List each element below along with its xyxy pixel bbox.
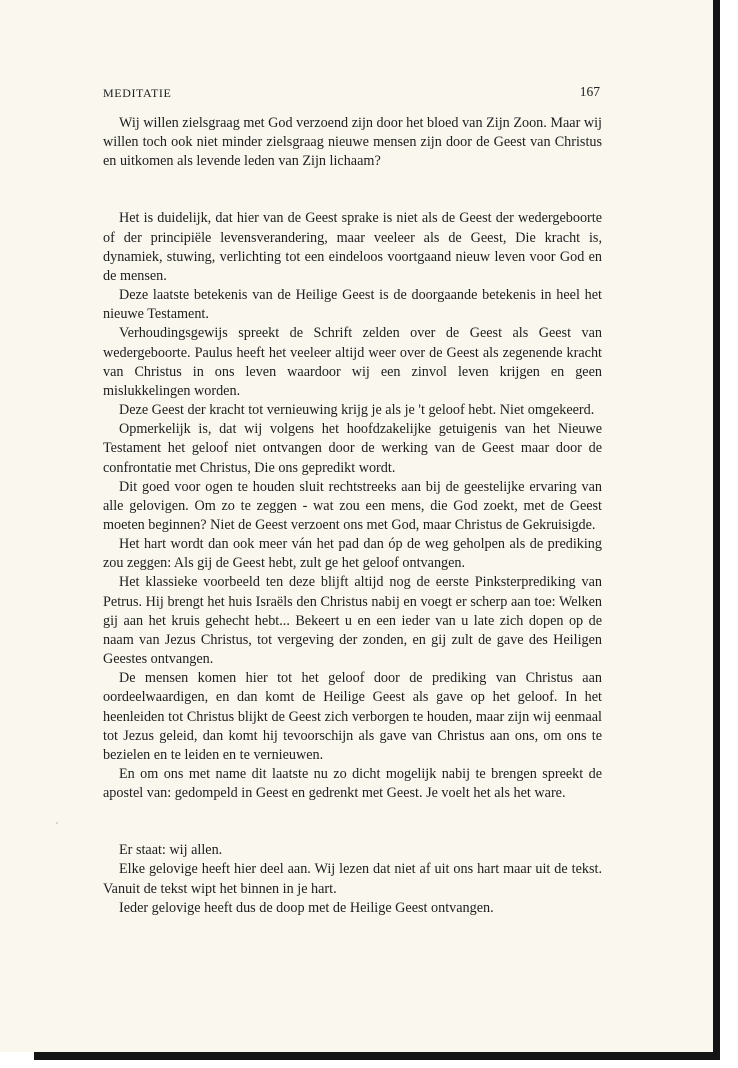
- scan-speck: [56, 822, 58, 824]
- paragraph: Elke gelovige heeft hier deel aan. Wij lezen dat niet af uit ons hart maar uit de tekst. Vanuit de tekst wipt het binnen in je hart.: [103, 861, 602, 897]
- page-shadow-right: [713, 0, 720, 1060]
- paragraph: De mensen komen hier tot het geloof door de prediking van Christus aan oordeelwaardigen, en dan komt de Heilige Geest als gave op het geloof. In het heenleiden tot Christus blijkt de Geest zich verborgen te houden, maar zijn wij eenmaal tot Jezus geleid, dan komt hij tevoorschijn als gave van Christus aan ons, om ons te bezielen en te leiden en te vernieuwen.: [103, 670, 602, 763]
- paragraph: En om ons met name dit laatste nu zo dicht mogelijk nabij te brengen spreekt de apostel van: gedompeld in Geest en gedrenkt met Geest. Je voelt het als het ware.: [103, 766, 602, 802]
- page-shadow-bottom: [34, 1052, 720, 1060]
- paragraph: Dit goed voor ogen te houden sluit rechtstreeks aan bij de geestelijke ervaring van alle gelovigen. Om zo te zeggen - wat zou een mens, die God zoekt, met de Geest moeten beginnen? Niet de Geest verzoent ons met God, maar Christus de Gekruisigde.: [103, 478, 602, 533]
- paragraph: Het klassieke voorbeeld ten deze blijft altijd nog de eerste Pinksterprediking van Petrus. Hij brengt het huis Israëls den Christus nabij en voegt er scherp aan toe: Welken gij aan het kruis gehecht hebt... Bekeert u en een ieder van u late zich dopen op de naam van Jezus Christus, tot vergeving der zonden, en gij zult de gave des Heiligen Geestes ontvangen.: [103, 574, 602, 668]
- page-number: 167: [579, 84, 600, 99]
- paragraph: Verhoudingsgewijs spreekt de Schrift zelden over de Geest als Geest van wedergeboorte. Paulus heeft het veeleer altijd weer over de Geest als zegenende kracht van Christus in ons leven waardoor wij een zinvol leven krijgen en geen mislukkelingen worden.: [103, 325, 602, 399]
- running-head: MEDITATIE: [103, 86, 172, 100]
- paragraph: Er staat: wij allen.: [119, 842, 223, 859]
- paragraph: Deze laatste betekenis van de Heilige Geest is de doorgaande betekenis in heel het nieuwe Testament.: [103, 287, 602, 323]
- paragraph: Wij willen zielsgraag met God verzoend zijn door het bloed van Zijn Zoon. Maar wij willen toch ook niet minder zielsgraag nieuwe mensen zijn door de Geest van Christus en uitkomen als levende leden van Zijn lichaam?: [103, 115, 602, 170]
- paragraph: Het hart wordt dan ook meer ván het pad dan óp de weg geholpen als de prediking zou zeggen: Als gij de Geest hebt, zult ge het geloof ontvangen.: [103, 536, 602, 572]
- paragraph: Het is duidelijk, dat hier van de Geest sprake is niet als de Geest der wedergeboorte of der principiële levensverandering, maar veeleer als de Geest, Die kracht is, dynamiek, stuwing, verlichting tot een eindeloos voortgaand nieuw leven voor God en de mensen.: [103, 210, 602, 284]
- body-text: [103, 114, 602, 918]
- paragraph: Opmerkelijk is, dat wij volgens het hoofdzakelijke getuigenis van het Nieuwe Testament het geloof niet ontvangen door de werking van de Geest maar door de confrontatie met Christus, Die ons gepredikt wordt.: [103, 421, 602, 476]
- paragraph: Ieder gelovige heeft dus de doop met de Heilige Geest ontvangen.: [119, 899, 494, 916]
- paragraph: Deze Geest der kracht tot vernieuwing krijg je als je 't geloof hebt. Niet omgekeerd.: [119, 402, 595, 419]
